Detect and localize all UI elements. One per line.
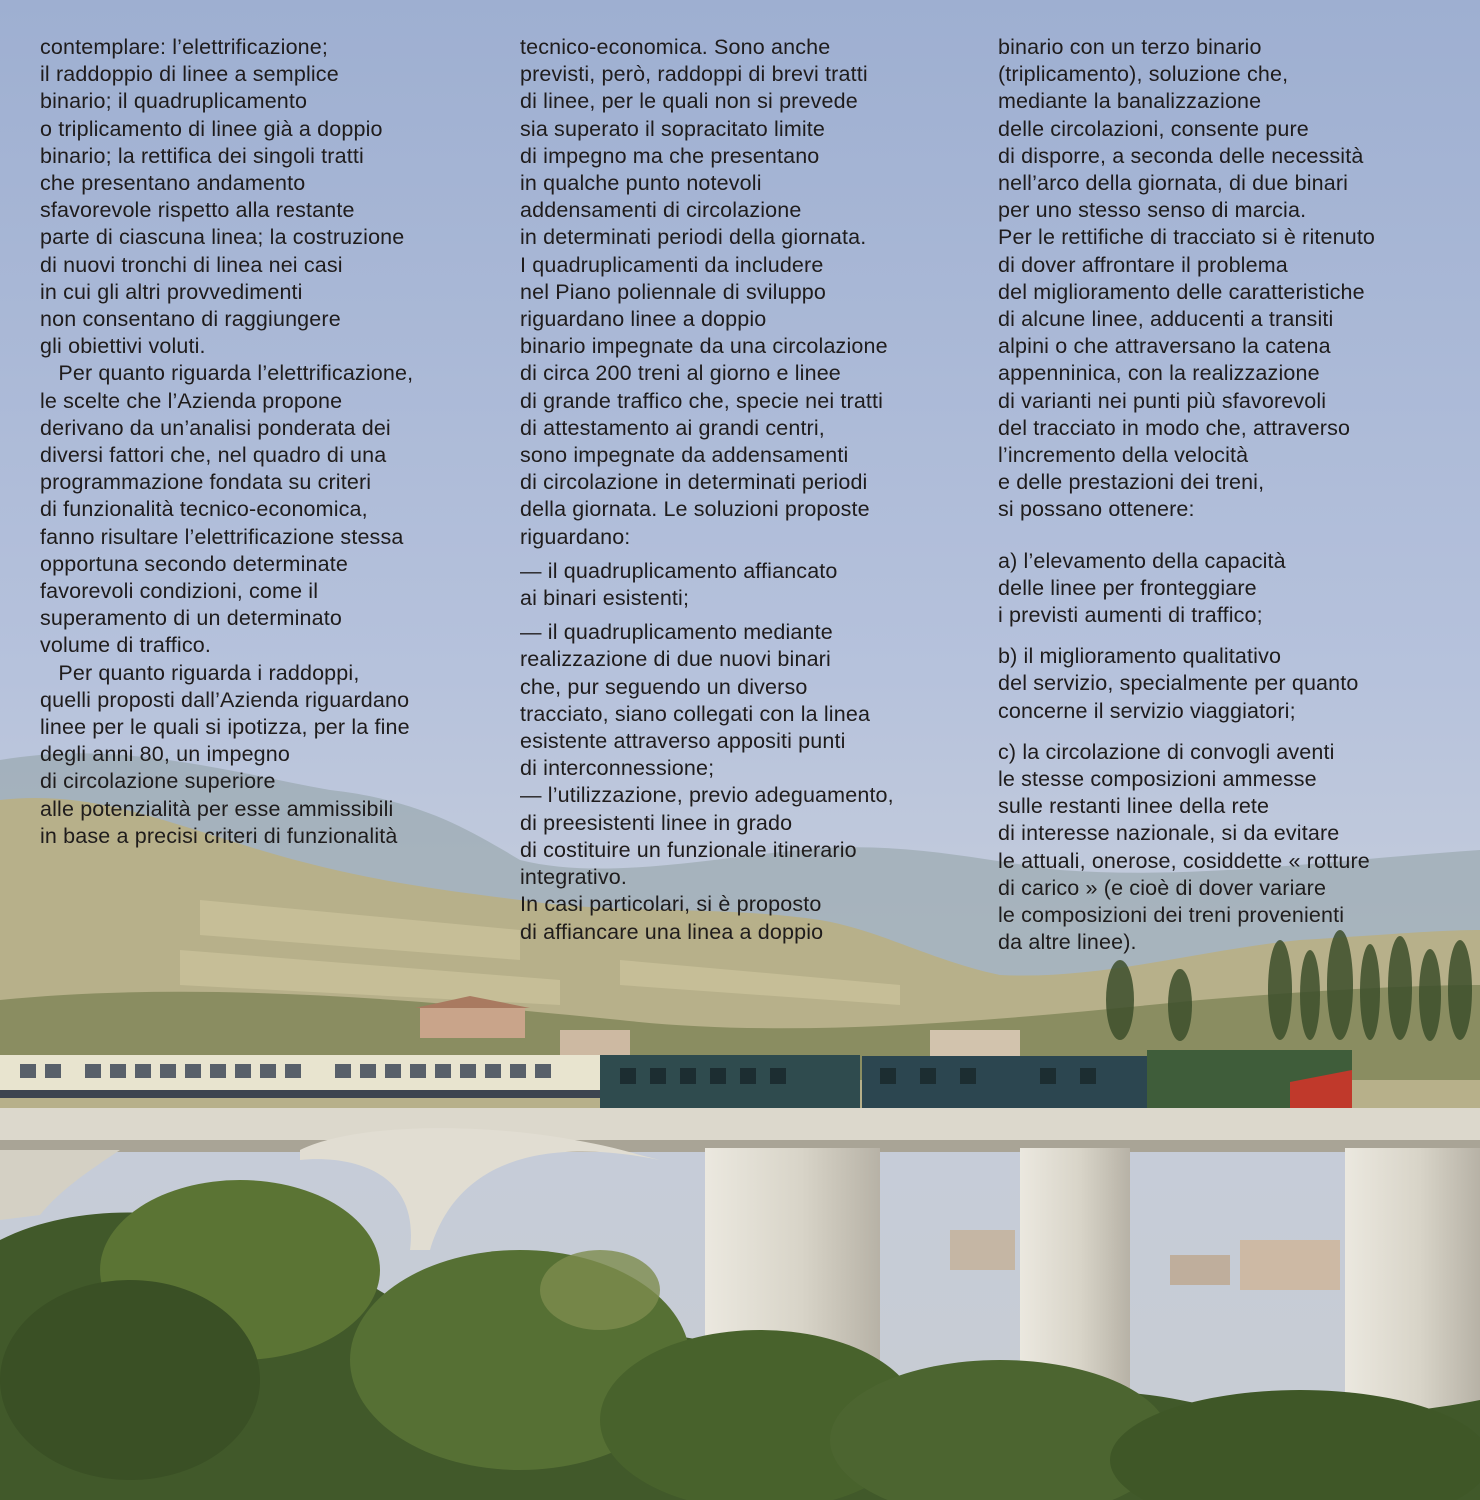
text-line: esistente attraverso appositi punti	[520, 729, 846, 754]
text-line: a) l’elevamento della capacità	[998, 548, 1286, 573]
text-line: Per quanto riguarda i raddoppi,	[40, 660, 360, 685]
text-line: in base a precisi criteri di funzionalità	[40, 823, 398, 848]
text-line: di attestamento ai grandi centri,	[520, 415, 825, 440]
text-line: si possano ottenere:	[998, 497, 1195, 522]
text-line: l’incremento della velocità	[998, 443, 1249, 468]
text-line: alpini o che attraversano la catena	[998, 334, 1331, 359]
text-line: o triplicamento di linee già a doppio	[40, 116, 383, 141]
text-line: delle circolazioni, consente pure	[998, 116, 1309, 141]
text-line: In casi particolari, si è proposto	[520, 892, 822, 917]
text-line: concerne il servizio viaggiatori;	[998, 698, 1296, 723]
text-line: di interesse nazionale, si da evitare	[998, 821, 1340, 846]
text-line: di circolazione in determinati periodi	[520, 470, 868, 495]
paragraph-gap	[998, 629, 1468, 643]
text-line: linee per le quali si ipotizza, per la fine	[40, 715, 410, 740]
text-line: binario; il quadruplicamento	[40, 89, 308, 114]
text-line: le stesse composizioni ammesse	[998, 767, 1317, 792]
text-line: che, pur seguendo un diverso	[520, 674, 808, 699]
paragraph-gap	[520, 551, 990, 558]
text-line: per uno stesso senso di marcia.	[998, 198, 1307, 223]
text-column-2	[520, 34, 990, 946]
text-line: tecnico-economica. Sono anche	[520, 35, 831, 59]
text-line: di linee, per le quali non si prevede	[520, 89, 858, 114]
text-line: c) la circolazione di convogli aventi	[998, 739, 1335, 764]
text-line: superamento di un determinato	[40, 606, 342, 631]
text-line: contemplare: l’elettrificazione;	[40, 35, 329, 59]
text-line: di funzionalità tecnico-economica,	[40, 497, 368, 522]
text-line: programmazione fondata su criteri	[40, 470, 372, 495]
text-line: del servizio, specialmente per quanto	[998, 671, 1359, 696]
text-line: addensamenti di circolazione	[520, 198, 802, 223]
text-line: di dover affrontare il problema	[998, 252, 1288, 277]
paragraph-gap	[998, 725, 1468, 739]
text-line: in cui gli altri provvedimenti	[40, 279, 303, 304]
text-line: integrativo.	[520, 865, 627, 890]
text-line: derivano da un’analisi ponderata dei	[40, 415, 391, 440]
text-line: di nuovi tronchi di linea nei casi	[40, 252, 343, 277]
text-line: e delle prestazioni dei treni,	[998, 470, 1265, 495]
text-line: realizzazione di due nuovi binari	[520, 647, 831, 672]
text-line: Per quanto riguarda l’elettrificazione,	[40, 361, 414, 386]
text-line: diversi fattori che, nel quadro di una	[40, 443, 387, 468]
text-line: il raddoppio di linee a semplice	[40, 62, 339, 87]
text-line: degli anni 80, un impegno	[40, 742, 290, 767]
text-line: fanno risultare l’elettrificazione stessa	[40, 524, 404, 549]
text-line: di varianti nei punti più sfavorevoli	[998, 388, 1327, 413]
text-line: binario impegnate da una circolazione	[520, 334, 888, 359]
text-line: sono impegnate da addensamenti	[520, 443, 849, 468]
text-line: sulle restanti linee della rete	[998, 794, 1270, 819]
text-line: binario; la rettifica dei singoli tratti	[40, 143, 364, 168]
text-line: delle linee per fronteggiare	[998, 575, 1257, 600]
text-line: da altre linee).	[998, 930, 1137, 955]
text-line: le scelte che l’Azienda propone	[40, 388, 343, 413]
text-column-3	[998, 34, 1468, 957]
text-line: nell’arco della giornata, di due binari	[998, 171, 1349, 196]
text-column-1	[40, 34, 510, 850]
text-line: di affiancare una linea a doppio	[520, 919, 824, 944]
text-line: di carico » (e cioè di dover variare	[998, 875, 1327, 900]
text-line: mediante la banalizzazione	[998, 89, 1262, 114]
text-line: opportuna secondo determinate	[40, 551, 348, 576]
text-line: di circolazione superiore	[40, 769, 276, 794]
text-line: di costituire un funzionale itinerario	[520, 837, 857, 862]
text-line: di alcune linee, adducenti a transiti	[998, 307, 1334, 332]
text-line: in determinati periodi della giornata.	[520, 225, 867, 250]
text-line: ai binari esistenti;	[520, 586, 690, 611]
text-line: le composizioni dei treni provenienti	[998, 903, 1345, 928]
text-line: previsti, però, raddoppi di brevi tratti	[520, 62, 868, 87]
text-line: che presentano andamento	[40, 171, 306, 196]
text-line: di disporre, a seconda delle necessità	[998, 143, 1364, 168]
text-line: favorevoli condizioni, come il	[40, 579, 319, 604]
text-line: riguardano linee a doppio	[520, 307, 767, 332]
text-line: b) il miglioramento qualitativo	[998, 644, 1282, 669]
text-line: di grande traffico che, specie nei tratti	[520, 388, 884, 413]
text-line: riguardano:	[520, 524, 631, 549]
text-line: di preesistenti linee in grado	[520, 810, 793, 835]
text-line: di interconnessione;	[520, 756, 715, 781]
text-line: sia superato il sopracitato limite	[520, 116, 826, 141]
text-line: — il quadruplicamento mediante	[520, 620, 833, 645]
text-line: della giornata. Le soluzioni proposte	[520, 497, 870, 522]
text-line: di circa 200 treni al giorno e linee	[520, 361, 841, 386]
paragraph-gap	[998, 524, 1468, 548]
text-line: di impegno ma che presentano	[520, 143, 820, 168]
text-line: del tracciato in modo che, attraverso	[998, 415, 1351, 440]
text-line: appenninica, con la realizzazione	[998, 361, 1320, 386]
text-line: non consentano di raggiungere	[40, 307, 341, 332]
text-line: binario con un terzo binario	[998, 35, 1262, 59]
text-line: in qualche punto notevoli	[520, 171, 762, 196]
text-line: nel Piano poliennale di sviluppo	[520, 279, 827, 304]
text-line: le attuali, onerose, cosiddette « rotture	[998, 848, 1370, 873]
text-line: gli obiettivi voluti.	[40, 334, 206, 359]
text-line: quelli proposti dall’Azienda riguardano	[40, 687, 410, 712]
text-line: del miglioramento delle caratteristiche	[998, 279, 1365, 304]
text-line: sfavorevole rispetto alla restante	[40, 198, 355, 223]
text-line: Per le rettifiche di tracciato si è ritenuto	[998, 225, 1376, 250]
text-line: — l’utilizzazione, previo adeguamento,	[520, 783, 894, 808]
text-line: alle potenzialità per esse ammissibili	[40, 796, 394, 821]
text-line: — il quadruplicamento affiancato	[520, 558, 838, 583]
text-line: volume di traffico.	[40, 633, 211, 658]
text-line: I quadruplicamenti da includere	[520, 252, 824, 277]
text-line: i previsti aumenti di traffico;	[998, 603, 1263, 628]
text-line: parte di ciascuna linea; la costruzione	[40, 225, 405, 250]
paragraph-gap	[520, 612, 990, 619]
text-line: (triplicamento), soluzione che,	[998, 62, 1289, 87]
text-line: tracciato, siano collegati con la linea	[520, 701, 871, 726]
